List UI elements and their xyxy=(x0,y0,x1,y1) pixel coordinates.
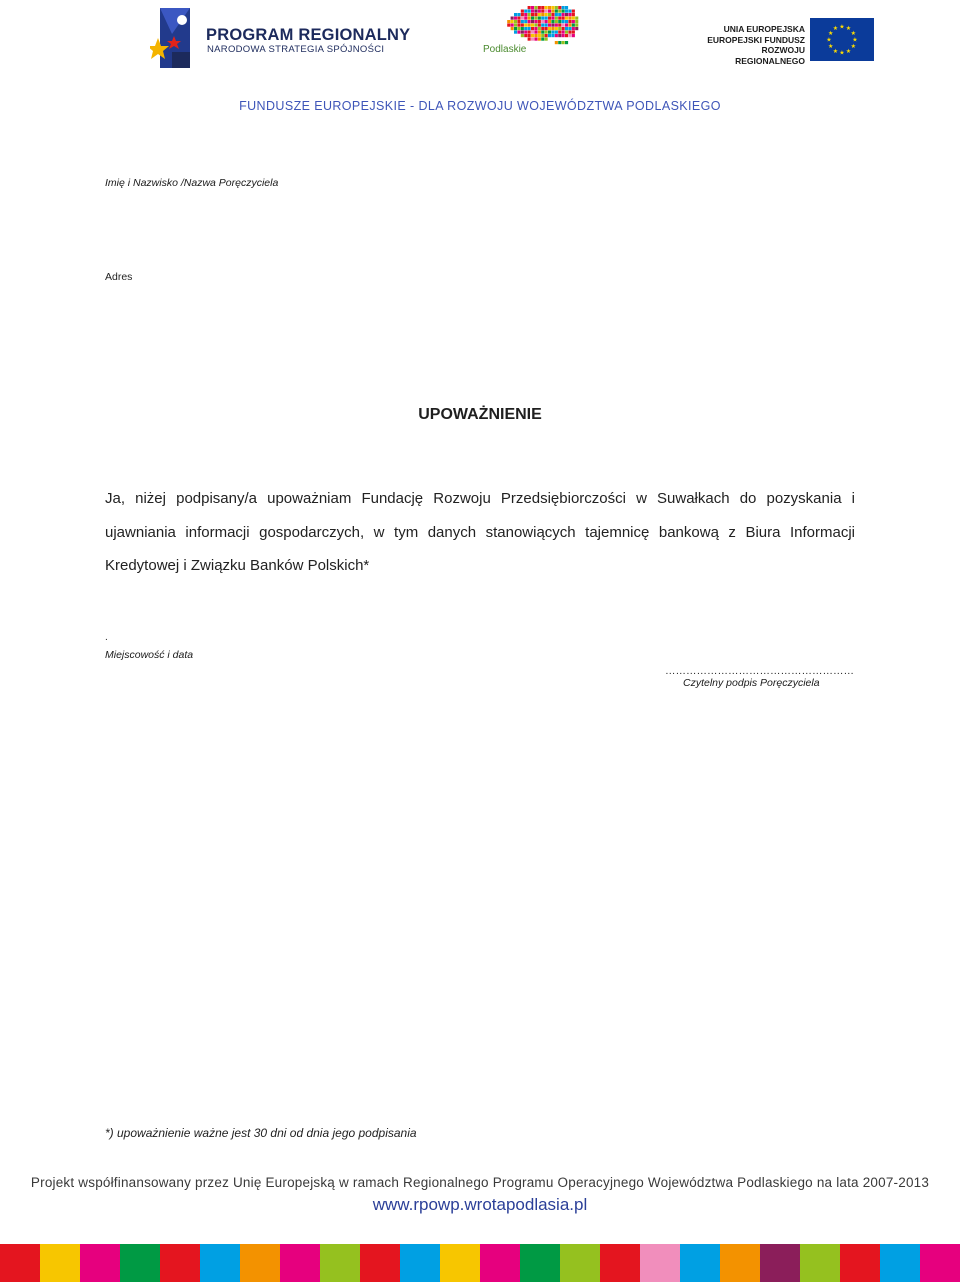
strip-segment xyxy=(680,1244,720,1282)
eu-star-icon: ★ xyxy=(828,31,834,37)
dot-mark: . xyxy=(105,632,108,643)
strip-segment xyxy=(160,1244,200,1282)
eu-line-1: UNIA EUROPEJSKA xyxy=(723,24,805,34)
eu-star-icon: ★ xyxy=(826,37,832,44)
eu-star-icon: ★ xyxy=(828,44,834,50)
signature-line: ……………………………………………… xyxy=(665,665,854,677)
strip-segment xyxy=(520,1244,560,1282)
eu-star-icon: ★ xyxy=(832,26,839,33)
strip-segment xyxy=(80,1244,120,1282)
eu-star-icon: ★ xyxy=(845,48,852,55)
strip-segment xyxy=(120,1244,160,1282)
strip-segment xyxy=(600,1244,640,1282)
strip-segment xyxy=(480,1244,520,1282)
cofinance-statement: Projekt współfinansowany przez Unię Europejską w ramach Regionalnego Programu Operacyjnego Województwa Podlaskiego na lata 2007-2013 xyxy=(30,1175,930,1190)
eu-star-icon: ★ xyxy=(839,24,845,31)
region-name: Podlaskie xyxy=(483,44,527,55)
eu-star-icon: ★ xyxy=(839,50,845,57)
eu-star-icon: ★ xyxy=(850,31,856,37)
eu-line-2: EUROPEJSKI FUNDUSZ xyxy=(707,34,805,45)
strip-segment xyxy=(320,1244,360,1282)
program-subtitle: NARODOWA STRATEGIA SPÓJNOŚCI xyxy=(207,44,385,55)
eu-text-block xyxy=(690,24,805,66)
signature-label: Czytelny podpis Poręczyciela xyxy=(683,677,820,689)
program-title: PROGRAM REGIONALNY xyxy=(206,26,411,44)
strip-segment xyxy=(880,1244,920,1282)
strip-segment xyxy=(200,1244,240,1282)
eu-star-icon: ★ xyxy=(850,44,856,50)
eu-star-icon: ★ xyxy=(852,37,858,44)
address-label: Adres xyxy=(105,271,133,283)
strip-segment xyxy=(240,1244,280,1282)
eu-star-icon: ★ xyxy=(832,48,839,55)
strip-segment xyxy=(440,1244,480,1282)
color-strip xyxy=(0,1244,960,1282)
funds-tagline: FUNDUSZE EUROPEJSKIE - DLA ROZWOJU WOJEWÓDZTWA PODLASKIEGO xyxy=(239,99,721,113)
eu-flag-icon xyxy=(810,18,874,61)
strip-segment xyxy=(560,1244,600,1282)
website-link[interactable]: www.rpowp.wrotapodlasia.pl xyxy=(372,1195,588,1214)
strip-segment xyxy=(800,1244,840,1282)
strip-segment xyxy=(400,1244,440,1282)
strip-segment xyxy=(640,1244,680,1282)
strip-segment xyxy=(280,1244,320,1282)
strip-segment xyxy=(840,1244,880,1282)
strip-segment xyxy=(920,1244,960,1282)
document-title: UPOWAŻNIENIE xyxy=(418,406,542,423)
strip-segment xyxy=(360,1244,400,1282)
footnote: *) upoważnienie ważne jest 30 dni od dnia jego podpisania xyxy=(105,1126,417,1140)
strip-segment xyxy=(760,1244,800,1282)
program-regionalny-emblem-icon xyxy=(150,4,202,70)
name-label: Imię i Nazwisko /Nazwa Poręczyciela xyxy=(105,177,279,189)
strip-segment xyxy=(0,1244,40,1282)
eu-star-icon: ★ xyxy=(845,26,852,33)
strip-segment xyxy=(720,1244,760,1282)
strip-segment xyxy=(40,1244,80,1282)
eu-line-3: ROZWOJU REGIONALNEGO xyxy=(735,45,805,66)
authorization-text: Ja, niżej podpisany/a upoważniam Fundację Rozwoju Przedsiębiorczości w Suwałkach do pozyskania i ujawniania informacji gospodarczych, w tym danych stanowiących tajemnicę bankową z Biura Informacji Kredytowej i Związku Banków Polskich* xyxy=(105,490,855,574)
place-date-label: Miejscowość i data xyxy=(105,649,194,661)
